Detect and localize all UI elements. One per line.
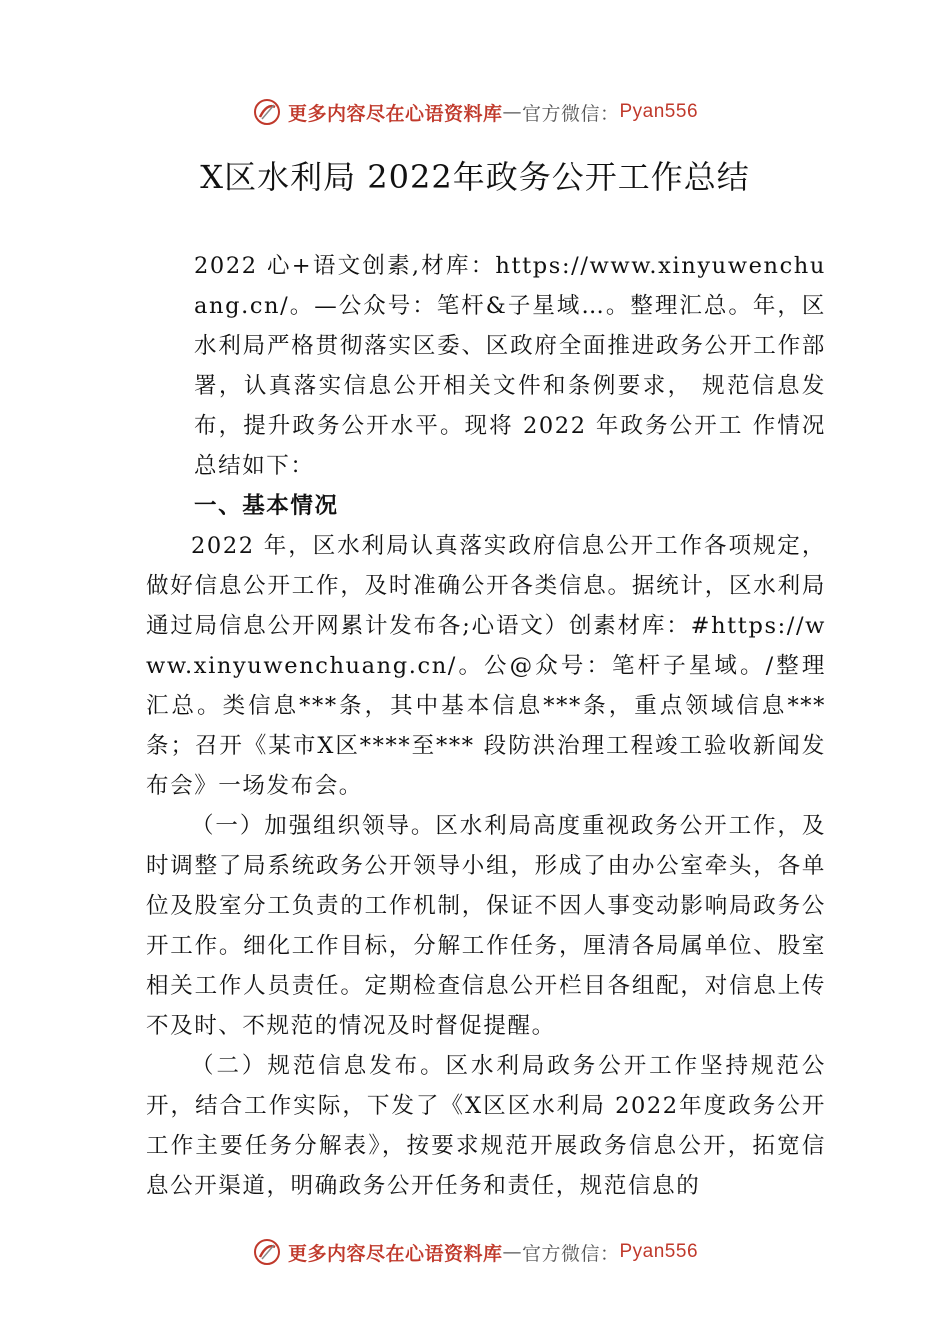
banner-brand-text: 更多内容尽在心语资料库 [287,1242,503,1265]
paragraph-info-release: （二）规范信息发布。区水利局政务公开工作坚持规范公开，结合工作实际，下发了《X区区水利局 2022年度政务公开工作主要任务分解表》，按要求规范开展政务信息公开，拓宽信息公开渠道，明确政务公开任务和责任，规范信息的 [146,1053,826,1199]
footer-banner [0,1232,950,1272]
paragraph-intro: 2022 心+语文创素,材库：https://www.xinyuwenchuang.cn/。—公众号：笔杆&子星域…。整理汇总。年，区水利局严格贯彻落实区委、区政府全面推进政务公开工作部署，认真落实信息公开相关文件和条例要求， 规范信息发布，提升政务公开水平。现将 2022 年政务公开工 作情况总结如下： [194,253,826,479]
banner-dash: — [502,1241,522,1263]
banner-wechat-label: 官方微信： [521,102,620,125]
banner-brand-text: 更多内容尽在心语资料库 [287,102,503,125]
paragraph-organization: （一）加强组织领导。区水利局高度重视政务公开工作，及时调整了局系统政务公开领导小组，形成了由办公室牵头，各单位及股室分工负责的工作机制，保证不因人事变动影响局政务公开工作。细化工作目标，分解工作任务，厘清各局属单位、股室相关工作人员责任。定期检查信息公开栏目各组配，对信息上传不及时、不规范的情况及时督促提醒。 [146,813,826,1039]
banner-dash: — [502,101,522,123]
logo-icon [252,1237,282,1267]
document-body [146,246,826,1206]
banner-account: Pyan556 [619,1241,699,1262]
paragraph-basic-situation: 2022 年，区水利局认真落实政府信息公开工作各项规定，做好信息公开工作，及时准确公开各类信息。据统计，区水利局通过局信息公开网累计发布各;心语文）创素材库：#https://www.xinyuwenchuang.cn/。公@众号：笔杆子星域。/整理汇总。类信息***条，其中基本信息***条，重点领域信息***条；召开《某市X区****至*** 段防洪治理工程竣工验收新闻发布会》一场发布会。 [146,533,826,799]
document-title: X区水利局 2022年政务公开工作总结 [200,158,750,196]
banner-account: Pyan556 [619,101,699,122]
logo-icon [252,97,282,127]
section-heading: 一、基本情况 [194,493,339,519]
header-banner [0,92,950,132]
banner-wechat-label: 官方微信： [521,1242,620,1265]
